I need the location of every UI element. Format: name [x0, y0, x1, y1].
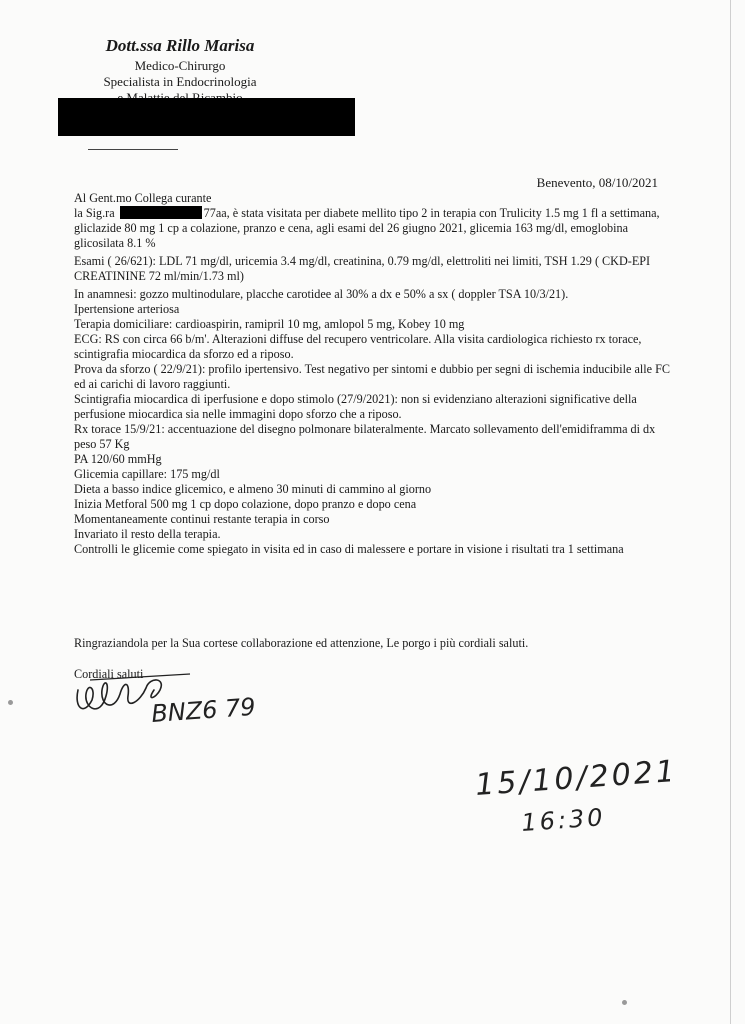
- scintigraphy: Scintigrafia miocardica di iperfusione e dopo stimolo (27/9/2021): non si evidenziano alterazioni significative della perfusione miocardica sia nelle immagini dopo sforzo che a riposo.: [74, 392, 637, 421]
- doctor-title: Medico-Chirurgo: [134, 58, 226, 73]
- signature-drawing: [70, 660, 300, 740]
- intro-text: 77aa, è stata visitata per diabete mellito tipo 2 in terapia con Trulicity 1.5 mg 1 fl a settimana, gliclazide 80 mg 1 cp a colazione, pranzo e cena, agli esami del 26 giugno 2021, glicemia 163 mg/dl, emoglobina glicosilata 8.1 %: [74, 206, 660, 250]
- diet: Dieta a basso indice glicemico, e almeno 30 minuti di cammino al giorno: [74, 482, 432, 496]
- anamnesis: In anamnesi: gozzo multinodulare, placche carotidee al 30% a dx e 50% a sx ( doppler TSA 10/3/21).: [74, 287, 569, 301]
- exams: Esami ( 26/621): LDL 71 mg/dl, uricemia 3.4 mg/dl, creatinina, 0.79 mg/dl, elettroliti nei limiti, TSH 1.29 ( CKD-EPI CREATININE 72 ml/min/1.73 ml): [74, 254, 651, 283]
- handwritten-time: 16:30: [520, 803, 607, 837]
- timestamp-drawing: [470, 755, 670, 845]
- home-therapy: Terapia domiciliare: cardioaspirin, ramipril 10 mg, amlopol 5 mg, Kobey 10 mg: [74, 317, 465, 331]
- blood-pressure: PA 120/60 mmHg: [74, 452, 162, 466]
- letterhead: [50, 36, 310, 106]
- paper-mark: [622, 1000, 627, 1005]
- paper-mark: [8, 700, 13, 705]
- glycemia: Glicemia capillare: 175 mg/dl: [74, 467, 220, 481]
- doctor-specialty: Specialista in Endocrinologia: [103, 74, 257, 89]
- header-rule: [88, 149, 178, 150]
- patient-name-redaction: [120, 206, 202, 219]
- doctor-name: Dott.ssa Rillo Marisa: [105, 36, 255, 55]
- redaction-bar: [58, 98, 355, 136]
- intro-paragraph: [74, 206, 674, 251]
- xray: Rx torace 15/9/21: accentuazione del disegno polmonare bilateralmente. Marcato sollevamento dell'emidiframma di dx: [74, 422, 656, 436]
- continue-therapy: Momentaneamente continui restante terapia in corso: [74, 512, 330, 526]
- stress-test: Prova da sforzo ( 22/9/21): profilo ipertensivo. Test negativo per sintomi e dubbio per segni di ischemia inducibile alle FC ed ai carichi di lavoro raggiunti.: [74, 362, 670, 391]
- paper-edge: [730, 0, 731, 1024]
- intro-prefix: la Sig.ra: [74, 206, 115, 220]
- hypertension: Ipertensione arteriosa: [74, 302, 180, 316]
- place-date: Benevento, 08/10/2021: [536, 175, 658, 190]
- letter-body: [74, 191, 674, 557]
- unchanged-therapy: Invariato il resto della terapia.: [74, 527, 221, 541]
- signature-code: BNZ6 79: [150, 692, 257, 728]
- ecg: ECG: RS con circa 66 b/m'. Alterazioni diffuse del recupero ventricolare. Alla visita cardiologica richiesto rx torace, scintigrafia miocardica da sforzo ed a riposo.: [74, 332, 642, 361]
- metforal: Inizia Metforal 500 mg 1 cp dopo colazione, dopo pranzo e dopo cena: [74, 497, 417, 511]
- closing: Ringraziandola per la Sua cortese collaborazione ed attenzione, Le porgo i più cordiali saluti.: [74, 636, 529, 650]
- sign-off: Cordiali saluti: [74, 667, 144, 681]
- handwritten-timestamp: [470, 755, 670, 850]
- handwritten-date: 15/10/2021: [474, 755, 670, 803]
- handwritten-signature: [70, 660, 300, 745]
- weight: peso 57 Kg: [74, 437, 130, 451]
- salutation: Al Gent.mo Collega curante: [74, 191, 212, 205]
- controls: Controlli le glicemie come spiegato in visita ed in caso di malessere e portare in visione i risultati tra 1 settimana: [74, 542, 624, 556]
